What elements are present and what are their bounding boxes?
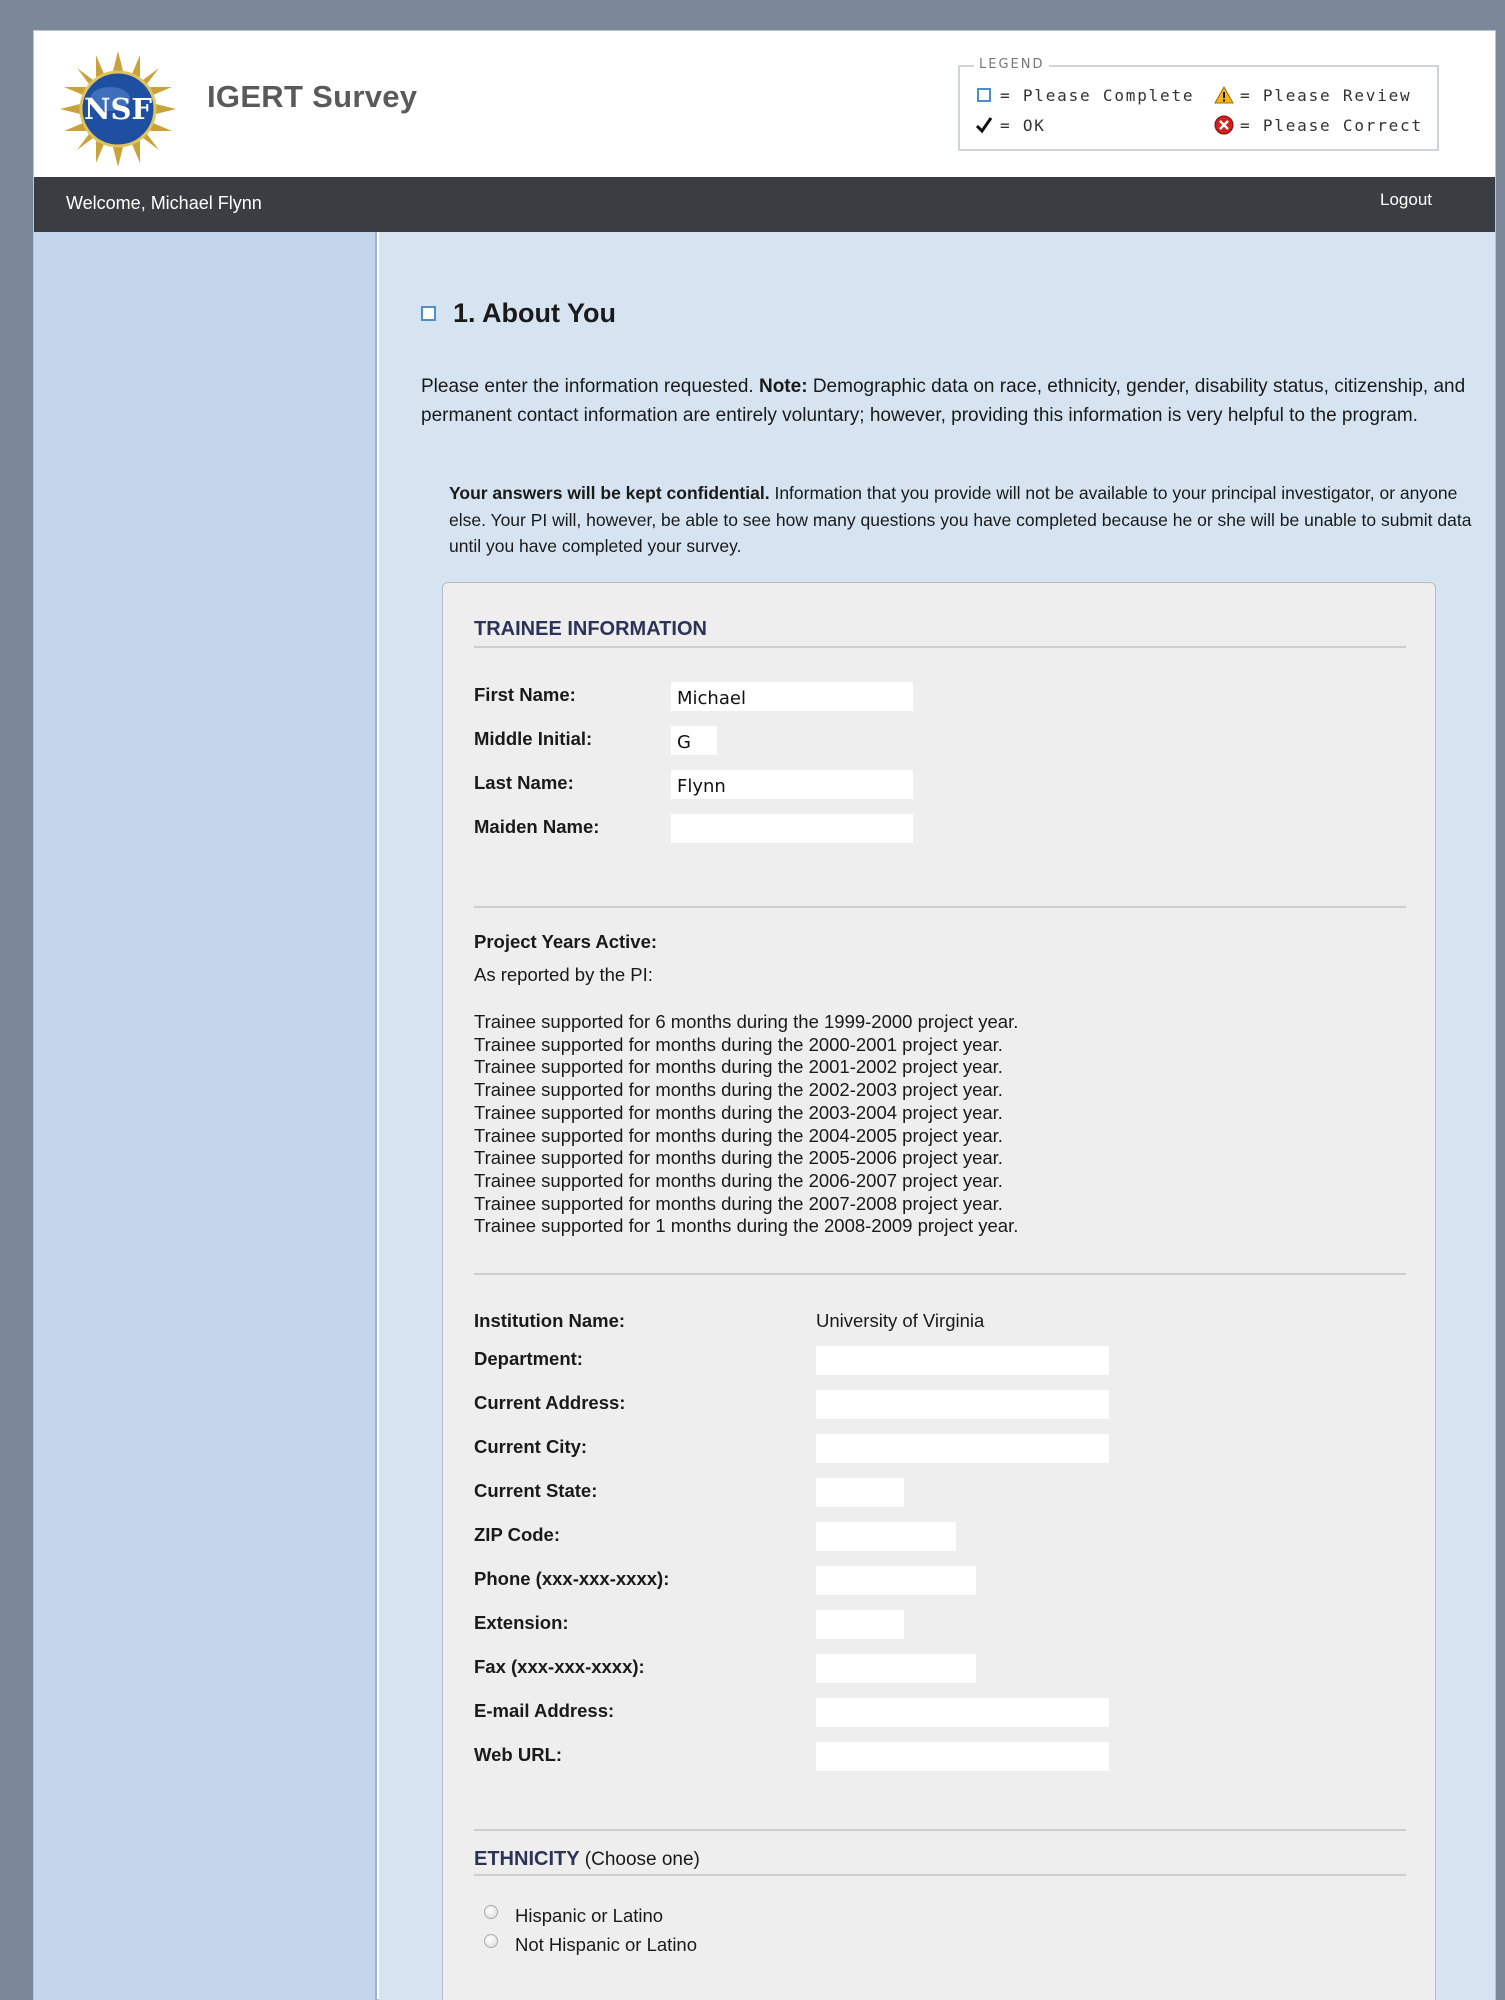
current-address-field[interactable]: [816, 1390, 1109, 1419]
list-item: Trainee supported for months during the 2003-2004 project year.: [474, 1101, 1003, 1123]
current-state-field[interactable]: [816, 1478, 904, 1507]
maiden-name-field[interactable]: [671, 814, 913, 843]
last-name-field[interactable]: [671, 770, 913, 799]
middle-initial-label: Middle Initial:: [474, 728, 593, 749]
divider: [474, 1829, 1406, 1831]
department-field[interactable]: [816, 1346, 1109, 1375]
project-years-heading: Project Years Active:: [474, 931, 658, 952]
middle-initial-field[interactable]: [671, 726, 717, 755]
web-url-label: Web URL:: [474, 1744, 563, 1765]
empty-square-icon: [974, 85, 994, 105]
confidential-notice: Your answers will be kept confidential. Information that you provide will not be available to your principal investigator, or anyone else. Your PI will, however, be able to see how many questions you have completed because he or she will be unable to submit data until you have completed your survey.: [449, 483, 1472, 556]
site-title: IGERT Survey: [207, 79, 418, 114]
email-label: E-mail Address:: [474, 1700, 615, 1721]
zip-code-field[interactable]: [816, 1522, 956, 1551]
current-state-label: Current State:: [474, 1480, 598, 1501]
form-panel: [442, 582, 1436, 2000]
project-years-subheading: As reported by the PI:: [474, 964, 653, 985]
checkmark-icon: [974, 115, 994, 135]
main-content: [379, 232, 1495, 2000]
list-item: Trainee supported for months during the 2000-2001 project year.: [474, 1033, 1003, 1055]
email-field[interactable]: [816, 1698, 1109, 1727]
hispanic-radio[interactable]: [484, 1905, 498, 1919]
fax-label: Fax (xxx-xxx-xxxx):: [474, 1656, 645, 1677]
list-item: Trainee supported for months during the 2001-2002 project year.: [474, 1056, 1003, 1078]
section-title: 1. About You: [421, 298, 616, 329]
web-url-field[interactable]: [816, 1742, 1109, 1771]
extension-field[interactable]: [816, 1610, 904, 1639]
sidebar: [34, 232, 377, 2000]
list-item: Trainee supported for months during the 2007-2008 project year.: [474, 1192, 1003, 1214]
legend-please-review: = Please Review: [1214, 85, 1412, 105]
legend-title: LEGEND: [974, 57, 1049, 72]
list-item: Trainee supported for months during the 2002-2003 project year.: [474, 1079, 1003, 1101]
warning-icon: [1214, 85, 1234, 105]
current-city-field[interactable]: [816, 1434, 1109, 1463]
header: [34, 31, 1495, 177]
legend-please-complete: = Please Complete: [974, 85, 1194, 105]
divider: [474, 1874, 1406, 1876]
fax-field[interactable]: [816, 1654, 976, 1683]
hispanic-option-label[interactable]: Hispanic or Latino: [515, 1905, 664, 1926]
legend-please-correct: = Please Correct: [1214, 115, 1423, 135]
divider: [474, 906, 1406, 908]
logout-link[interactable]: Logout: [1380, 190, 1432, 209]
maiden-name-label: Maiden Name:: [474, 816, 600, 837]
page-frame: [33, 30, 1496, 2000]
first-name-label: First Name:: [474, 684, 576, 705]
not-hispanic-option-label[interactable]: Not Hispanic or Latino: [515, 1934, 698, 1955]
intro-text: Please enter the information requested. Note: Demographic data on race, ethnicity, gender, disability status, citizenship, and permanent contact information are entirely voluntary; however, providing this information is very helpful to the program.: [421, 376, 1466, 426]
list-item: Trainee supported for months during the 2004-2005 project year.: [474, 1124, 1003, 1146]
phone-label: Phone (xxx-xxx-xxxx):: [474, 1568, 670, 1589]
legend: [958, 57, 1439, 151]
ethnicity-heading: ETHNICITY (Choose one): [474, 1848, 700, 1870]
divider: [474, 646, 1406, 648]
department-label: Department:: [474, 1348, 583, 1369]
logo-text: NSF: [83, 92, 153, 126]
list-item: Trainee supported for months during the 2006-2007 project year.: [474, 1169, 1003, 1191]
current-city-label: Current City:: [474, 1436, 588, 1457]
legend-ok: = OK: [974, 115, 1046, 135]
list-item: Trainee supported for 6 months during the 1999-2000 project year.: [474, 1011, 1019, 1032]
institution-name-value: University of Virginia: [816, 1310, 985, 1331]
status-square-icon: [421, 306, 436, 321]
institution-name-label: Institution Name:: [474, 1310, 626, 1331]
trainee-info-heading: TRAINEE INFORMATION: [474, 618, 707, 640]
extension-label: Extension:: [474, 1612, 569, 1633]
project-years-list: [474, 1011, 1018, 1238]
not-hispanic-radio[interactable]: [484, 1934, 498, 1948]
list-item: Trainee supported for months during the 2005-2006 project year.: [474, 1147, 1003, 1169]
zip-code-label: ZIP Code:: [474, 1524, 560, 1545]
phone-field[interactable]: [816, 1566, 976, 1595]
welcome-text: Welcome, Michael Flynn: [66, 193, 262, 213]
last-name-label: Last Name:: [474, 772, 574, 793]
first-name-field[interactable]: [671, 682, 913, 711]
divider: [474, 1273, 1406, 1275]
current-address-label: Current Address:: [474, 1392, 626, 1413]
navbar: [34, 177, 1495, 232]
error-icon: [1214, 115, 1234, 135]
nsf-logo: [60, 51, 176, 167]
list-item: Trainee supported for 1 months during the 2008-2009 project year.: [474, 1215, 1019, 1237]
